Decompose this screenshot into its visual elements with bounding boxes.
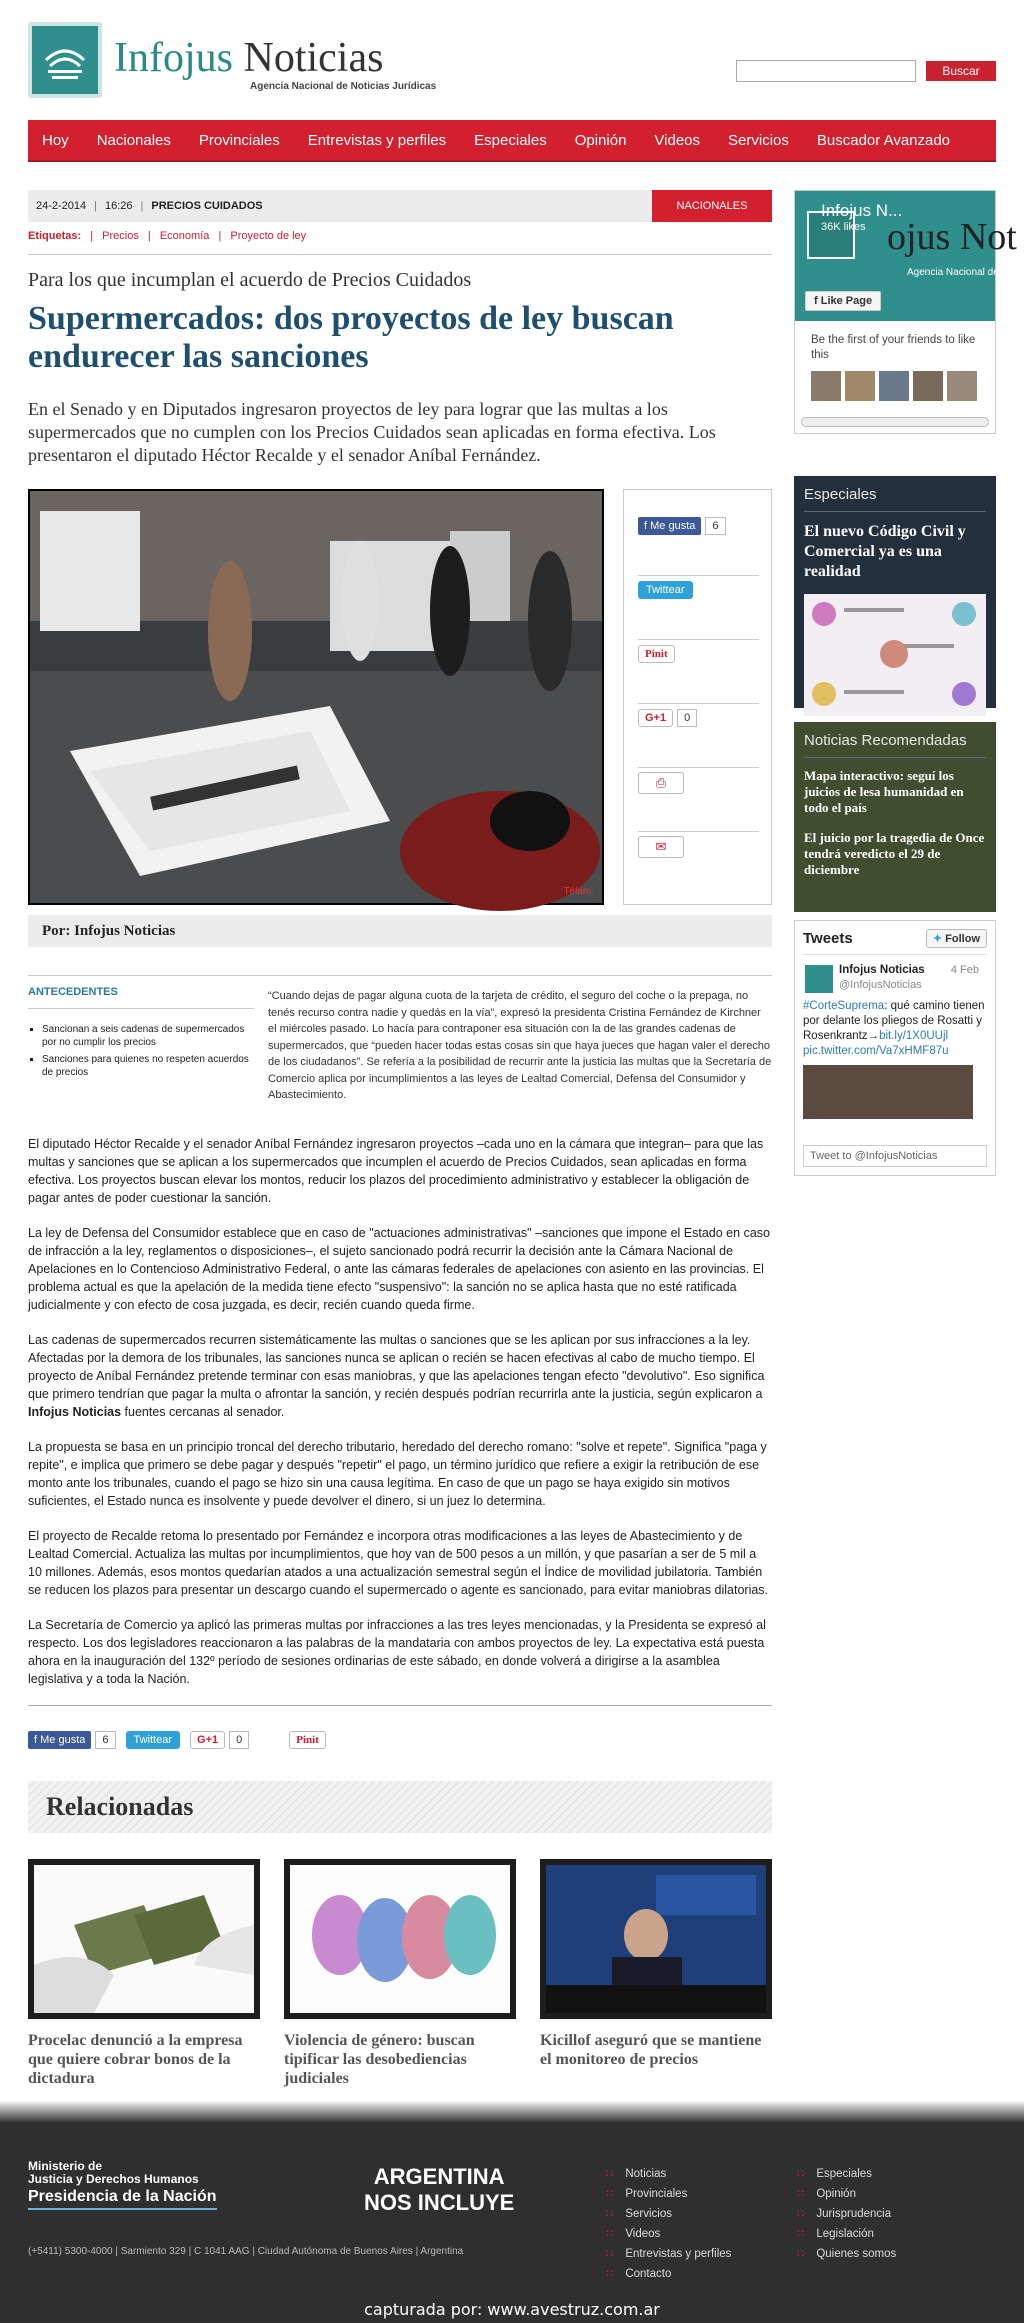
tag-link[interactable]: Economía [159,230,210,242]
facebook-count: 6 [95,1731,115,1749]
body-text-span: fuentes cercanas al senador. [121,1405,285,1419]
twitter-bird-icon: ✦ [932,933,946,945]
twitter-title: Tweets [803,930,853,947]
footer-links-col2 [797,2164,896,2264]
search-form [736,60,996,82]
tweet-link[interactable]: bit.ly/1X0UUjl [879,1030,949,1042]
related-title: Relacionadas [28,1781,772,1833]
avatar[interactable] [845,371,875,401]
nav-provinciales[interactable]: Provinciales [198,131,280,149]
site-tagline: Agencia Nacional de Noticias Jurídicas [250,81,437,92]
antecedentes-list [28,1023,254,1079]
footer-address: (+5411) 5300-4000 | Sarmiento 329 | C 1041 AAG | Ciudad Autónoma de Buenos Aires | Argentina [28,2246,464,2257]
related-card[interactable] [540,1859,772,2069]
facebook-faces [795,363,995,401]
photo-row [28,489,772,905]
footer-link[interactable]: ∷ Entrevistas y perfiles [606,2244,731,2264]
footer-link[interactable]: ∷ Videos [606,2224,731,2244]
presidencia-logo[interactable]: Presidencia de la Nación [28,2188,217,2210]
tweet-hashtag[interactable]: #CorteSuprema [803,1000,885,1012]
antecedentes-block [28,975,772,1121]
body-text-span: Las cadenas de supermercados recurren sistemáticamente las multas o sanciones que se les aplican por sus infracciones a la ley. Afectadas por la demora de los tribunales, las sanciones nunca se aplican o recién se hacen efectivas al cabo de mucho tiempo. El proyecto de Aníbal Fernández pretende terminar con esas maniobras, y que las apelaciones tengan efecto "devolutivo". Eso significa que primero tendrían que pagar la multa o afrontar la sanción, y recién después podrían recurrirla ante la justicia, según explicaron a [28,1333,765,1401]
facebook-like-label: Me gusta [40,1734,86,1746]
tag-link[interactable]: Proyecto de ley [230,230,307,242]
recommended-box [794,722,996,912]
nav-entrevistas[interactable]: Entrevistas y perfiles [307,131,447,149]
tweet-author-name[interactable]: Infojus Noticias [839,964,925,976]
facebook-cover-subtext: Agencia Nacional de [907,267,999,278]
money-hand-illustration [34,1865,254,2013]
avatar[interactable] [805,965,833,993]
antecedentes-title: ANTECEDENTES [28,986,254,1009]
body-paragraph: La ley de Defensa del Consumidor establece que en caso de "actuaciones administrativas" –sanciones que impone el Estado en caso de infracción a la ley, reglamentos o disposiciones–, el sujeto sancionado podrá recurrir la decisión ante la Cámara Nacional de Apelaciones en lo Contencioso Administrativo Federal, o ante las cámaras federales de apelaciones con asiento en las provincias. El problema actual es que la apelación de la medida tiene efecto "suspensivo": la sanción no se aplica hasta que no esté ratificada judicialmente y con efecto de cosa juzgada, es decir, recién cuando queda firme. [28,1226,770,1312]
body-paragraph: La propuesta se basa en un principio troncal del derecho tributario, heredado del derecho romano: "solve et repete". Significa "paga y repite", e implica que primero se debe pagar y después "repetir" el pago, un término jurídico que refiere a exigir la retribución de ese monto ante los tribunales, cuando el pago se hizo sin una causa legítima. En caso de que un pago se haya exigido sin motivos suficientes, el Estado nunca es insolvente y puede devolver el dinero, si un juez lo determina. [28,1440,767,1508]
meta-separator: | [140,200,144,212]
like-page-label: Like Page [820,295,873,307]
article-date: 24-2-2014 [36,200,87,212]
nav-videos[interactable]: Videos [654,131,701,149]
codigo-civil-illustration [804,594,986,716]
footer-link[interactable]: ∷ Jurisprudencia [797,2204,896,2224]
tags-row [28,230,772,255]
article-meta-bar [28,190,772,222]
body-paragraph [28,1331,772,1421]
footer-link[interactable]: ∷ Quienes somos [797,2244,896,2264]
share-twitter [638,576,759,640]
related-image[interactable] [540,1859,772,2019]
body-bold-span: Infojus Noticias [28,1405,122,1419]
press-conference-photo [546,1865,766,2013]
especiales-headline[interactable]: El nuevo Código Civil y Comercial ya es una realidad [804,523,966,580]
tag-separator: | [147,230,151,242]
especiales-image[interactable] [804,594,986,716]
footer-shadow [0,2100,1024,2122]
share-googleplus [638,704,759,768]
footer-link[interactable]: ∷ Provinciales [606,2184,731,2204]
especiales-title[interactable]: Especiales [804,486,986,512]
article-column [28,190,772,2089]
facebook-scrollbar[interactable] [801,417,989,427]
footer-link[interactable]: ∷ Servicios [606,2204,731,2224]
facebook-like-button[interactable] [638,517,701,535]
recommended-title: Noticias Recomendadas [804,732,986,758]
nav-hoy[interactable]: Hoy [42,131,69,149]
women-faces-illustration [290,1865,510,2013]
body-paragraph: El diputado Héctor Recalde y el senador Aníbal Fernández ingresaron proyectos –cada uno en la cámara que integran– para que las multas y sanciones que se aplican a los supermercados que incumplen el acuerdo de Precios Cuidados, sean aplicadas en forma efectiva. Los proyectos buscan elevar los montos, reducir los plazos del procedimiento administrativo y establecer la obligación de pagar antes de poder cuestionar la sanción. [28,1137,764,1205]
tag-separator: | [218,230,222,242]
tweet-button[interactable]: Twittear [638,581,693,599]
facebook-icon: f [814,295,821,307]
related-card[interactable] [284,1859,516,2088]
logo-icon[interactable] [28,22,102,98]
nav-buscador-avanzado[interactable]: Buscador Avanzado [816,131,951,149]
tweet-image[interactable] [803,1065,973,1119]
googleplus-count: 0 [229,1731,249,1749]
bottom-share-bar [28,1705,772,1751]
nav-opinion[interactable]: Opinión [574,131,627,149]
facebook-like-label: Me gusta [650,520,696,532]
googleplus-count: 0 [677,709,697,727]
especiales-box [794,476,996,708]
footer-link[interactable]: ∷ Contacto [606,2264,731,2284]
tag-link[interactable]: Precios [102,230,139,242]
search-input[interactable] [736,60,916,82]
twitter-widget [794,920,996,1176]
article-body [28,1135,772,1688]
tweet-button[interactable]: Twittear [126,1731,181,1749]
facebook-banner[interactable] [795,191,1017,321]
tag-separator: | [90,230,94,242]
nos-incluye-line: NOS INCLUYE [364,2190,515,2215]
share-print [638,768,759,832]
avatar[interactable] [947,371,977,401]
googleplus-button[interactable]: G+1 [190,1731,225,1749]
share-pinterest [638,640,759,704]
tweet-to-input[interactable]: Tweet to @InfojusNoticias [803,1145,987,1167]
antecedentes-box [28,986,254,1083]
capture-watermark: capturada por: www.avestruz.com.ar [364,2300,660,2319]
antecedentes-link[interactable]: ▪ Sanciones para quienes no respeten acuerdos de precios [42,1053,254,1079]
footer-link[interactable]: ∷ Opinión [797,2184,896,2204]
related-image[interactable] [28,1859,260,2019]
recommended-link[interactable]: El juicio por la tragedia de Once tendrá veredicto el 29 de diciembre [804,830,985,877]
avatar[interactable] [811,371,841,401]
antecedentes-link[interactable]: ▪ Sancionan a seis cadenas de supermercados por no cumplir los precios [42,1023,254,1049]
search-button[interactable]: Buscar [926,61,996,81]
article-time: 16:26 [105,200,133,212]
googleplus-button[interactable]: G+1 [638,709,673,727]
pinterest-button[interactable]: Pinit [289,1731,326,1749]
article-topic[interactable]: PRECIOS CUIDADOS [151,200,263,212]
tweet-pic-link[interactable]: pic.twitter.com/Va7xHMF87u [803,1045,949,1057]
share-email [638,832,759,896]
tweet-text [803,999,987,1059]
article-lead: En el Senado y en Diputados ingresaron proyectos de ley para lograr que las multas a los supermercados que no cumplen con los Precios Cuidados sean aplicadas en forma efectiva. Los presentaron el diputado Héctor Recalde y el senador Aníbal Fernández. [28,399,716,465]
article-photo[interactable] [28,489,604,905]
related-caption[interactable]: Violencia de género: buscan tipificar las desobediencias judiciales [284,2032,475,2087]
facebook-page-name[interactable]: Infojus N... [821,201,903,220]
article-quote: “Cuando dejas de pagar alguna cuota de la tarjeta de crédito, el seguro del coche o la prepaga, no tenés recurso contra nadie y quedás en la vía”, expresó la presidenta Cristina Fernández de Kirchner el miércoles pasado. Lo hacía para contraponer esa situación con la de las grandes cadenas de supermercados, que “pueden hacer todas estas cosas sin que haya jueces que hagan valer el derecho de los ciudadanos”. Se refería a la posibilidad de recurrir ante la justicia las multas que la Secretaría de Comercio aplica por incumplimientos a las leyes de Lealtad Comercial, Defensa del Consumidor y Abastecimiento. [268,990,772,1101]
related-image[interactable] [284,1859,516,2019]
tags-label: Etiquetas: [28,230,82,242]
related-caption[interactable]: Kicillof aseguró que se mantiene el monitoreo de precios [540,2032,762,2068]
twitter-header [803,929,987,955]
footer-link[interactable]: ∷ Noticias [606,2164,731,2184]
article-author: Por: Infojus Noticias [28,915,772,947]
tweet-author-handle[interactable]: @InfojusNoticias [839,979,922,991]
meta-separator: | [94,200,98,212]
pinterest-button[interactable]: Pinit [638,645,675,663]
facebook-count: 6 [705,517,725,535]
share-googleplus-bottom [190,1730,249,1749]
email-icon[interactable]: ✉ [638,836,684,858]
avatar[interactable] [879,371,909,401]
tweet [803,963,987,1119]
share-pinterest-bottom [289,1730,326,1749]
nav-nacionales[interactable]: Nacionales [96,131,171,149]
facebook-like-button[interactable] [28,1731,91,1749]
facebook-page-likes: 36K likes [821,221,866,233]
argentina-nos-incluye-logo[interactable] [364,2164,514,2216]
follow-label: Follow [945,933,980,945]
avatar[interactable] [913,371,943,401]
recommended-link[interactable]: Mapa interactivo: seguí los juicios de lesa humanidad en todo el país [804,768,964,815]
twitter-follow-button[interactable] [926,929,987,948]
share-twitter-bottom [126,1730,181,1749]
main-nav [28,120,996,162]
facebook-like-page-button[interactable] [805,291,881,311]
footer-link[interactable]: ∷ Especiales [797,2164,896,2184]
facebook-widget [794,190,1017,434]
facebook-icon: f [644,520,651,532]
section-badge[interactable]: NACIONALES [652,190,772,222]
share-facebook [638,512,759,576]
argentina-line: ARGENTINA [373,2164,505,2189]
site-footer [0,2122,1024,2323]
article-kicker: Para los que incumplan el acuerdo de Precios Cuidados [28,269,472,291]
related-grid [28,1859,772,2089]
facebook-cover-text: ojus Not [887,216,1017,258]
related-caption[interactable]: Procelac denunció a la empresa que quiere cobrar bonos de la dictadura [28,2032,243,2087]
footer-link[interactable]: ∷ Legislación [797,2224,896,2244]
ministry-logo[interactable]: Ministerio de Justicia y Derechos Humanos [28,2159,199,2186]
body-paragraph: El proyecto de Recalde retoma lo presentado por Fernández e incorpora otras modificaciones a las leyes de Abastecimiento y de Lealtad Comercial. Actualiza las multas por incumplimientos, que hoy van de 500 pesos a un millón, y que pasarían a ser de 5 mil a 10 millones. Además, esos montos quedarían atados a una actualización semestral según el Índice de movilidad jubilatoria. También se reducen los plazos para presentar un descargo cuando el supermercado o agente es sancionado, para evitar maniobras dilatorias. [28,1529,769,1597]
facebook-friends-text: Be the first of your friends to like this [811,334,976,361]
footer-links-col1 [606,2164,731,2284]
site-header [28,22,996,104]
photo-credit: Télam. [563,886,594,897]
sidebar [794,190,1017,1176]
share-column [623,489,772,905]
site-brand[interactable]: Infojus Noticias [114,35,384,81]
protest-photo-illustration [30,491,602,903]
related-card[interactable] [28,1859,260,2088]
print-icon[interactable]: ⎙ [638,772,684,794]
nav-servicios[interactable]: Servicios [728,131,789,149]
facebook-icon: f [34,1734,41,1746]
body-paragraph: La Secretaría de Comercio ya aplicó las primeras multas por infracciones a las tres leyes mencionadas, y la Presidenta se expresó al respecto. Los dos legisladores reaccionaron a las palabras de la mandataria con ambos proyectos de ley. La expectativa está puesta ahora en la inauguración del 132º período de sesiones ordinarias de este sábado, en donde volverá a dirigirse a la asamblea legislativa y a toda la Nación. [28,1618,766,1686]
nav-especiales[interactable]: Especiales [474,131,547,149]
article-headline: Supermercados: dos proyectos de ley buscan endurecer las sanciones [28,300,674,375]
tweet-date[interactable]: 4 Feb [950,964,979,976]
tweet-text-body: : qué camino tienen por delante los pliegos de Rosatti y Rosenkrantz→ [803,1000,985,1042]
share-facebook-bottom [28,1730,116,1749]
